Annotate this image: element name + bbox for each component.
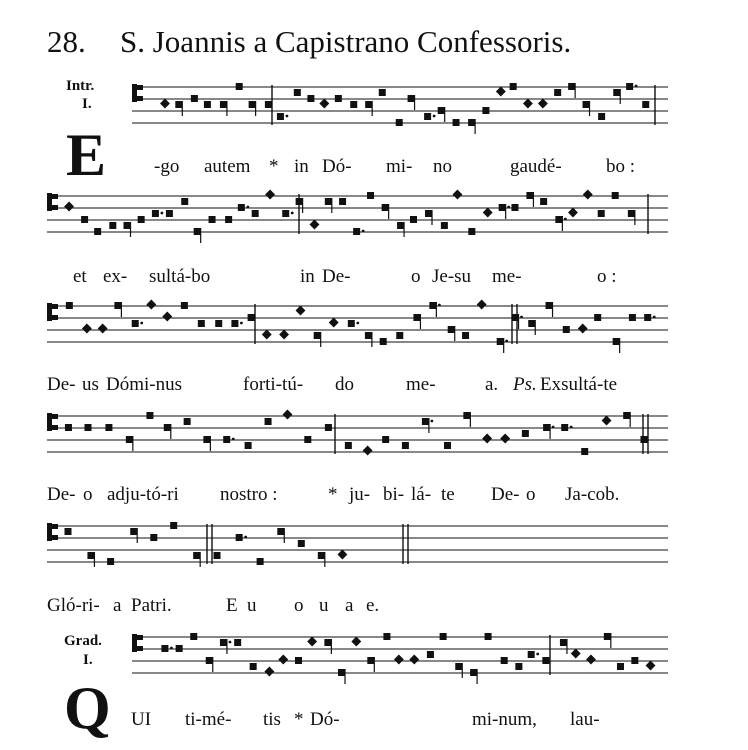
neume-punctum (463, 412, 470, 419)
neume-dot (653, 316, 656, 319)
gradual-initial: Q (64, 675, 111, 741)
clef (52, 194, 58, 199)
neume-punctum (206, 657, 213, 664)
euouae-syllable: u (247, 595, 257, 616)
neume-punctum (257, 558, 264, 565)
syllable: sultá-bo (149, 266, 211, 287)
neume-punctum (214, 552, 221, 559)
neume-punctum (249, 101, 256, 108)
neume-punctum (318, 552, 325, 559)
neume-punctum (265, 418, 272, 425)
neume-rhombus (262, 330, 272, 340)
euouae-syllable: a (345, 595, 354, 616)
neume-punctum (644, 314, 651, 321)
neume-dot (229, 641, 232, 644)
neume-punctum (350, 101, 357, 108)
neume-punctum (598, 210, 605, 217)
chant-title: S. Joannis a Capistrano Confessoris. (120, 24, 572, 59)
clef (47, 413, 52, 431)
neume-dot (356, 322, 359, 325)
syllable: mi- (386, 156, 413, 177)
neume-punctum (382, 436, 389, 443)
neume-punctum (367, 192, 374, 199)
neume-punctum (209, 216, 216, 223)
neume-rhombus (646, 661, 656, 671)
neume-punctum (204, 101, 211, 108)
introit-mode: I. (82, 96, 92, 112)
neume-punctum (238, 204, 245, 211)
clef (132, 84, 137, 102)
neume-dot (286, 115, 289, 118)
neume-punctum (324, 639, 331, 646)
syllable: Patri. (131, 595, 172, 616)
neume-rhombus (586, 655, 596, 665)
neume-rhombus (162, 312, 172, 322)
syllable: autem (204, 156, 251, 177)
neume-dot (552, 426, 555, 429)
syllable: bi- (383, 484, 405, 505)
neume-punctum (298, 540, 305, 547)
neume-rhombus (409, 655, 419, 665)
neume-punctum (225, 216, 232, 223)
neume-dot (161, 212, 164, 215)
euouae-syllable: u (319, 595, 329, 616)
neume-punctum (485, 633, 492, 640)
neume-punctum (164, 424, 171, 431)
neume-punctum (441, 222, 448, 229)
neume-rhombus (453, 190, 463, 200)
neume-rhombus (264, 667, 274, 677)
neume-punctum (429, 302, 436, 309)
syllable: o : (597, 266, 617, 287)
neume-punctum (444, 442, 451, 449)
neume-rhombus (146, 300, 156, 310)
neume-rhombus (319, 99, 329, 109)
neume-punctum (626, 83, 633, 90)
neume-punctum (501, 657, 508, 664)
syllable: a (113, 595, 122, 616)
clef (52, 535, 58, 540)
neume-punctum (245, 442, 252, 449)
neume-rhombus (98, 324, 108, 334)
neume-punctum (563, 326, 570, 333)
neume-rhombus (351, 637, 361, 647)
syllable: nostro : (220, 484, 278, 505)
neume-punctum (482, 107, 489, 114)
neume-punctum (126, 436, 133, 443)
neume-punctum (422, 418, 429, 425)
syllable: mi-num, (472, 709, 537, 730)
neume-rhombus (568, 208, 578, 218)
syllable: Gló-ri- (47, 595, 100, 616)
euouae-syllable: o (294, 595, 304, 616)
neume-rhombus (394, 655, 404, 665)
neume-punctum (132, 320, 139, 327)
neume-dot (507, 206, 510, 209)
neume-rhombus (496, 87, 506, 97)
syllable: De- (47, 484, 76, 505)
clef (137, 635, 143, 640)
neume-punctum (510, 83, 517, 90)
neume-punctum (623, 412, 630, 419)
neume-punctum (314, 332, 321, 339)
neume-punctum (542, 657, 549, 664)
syllable: tis (263, 709, 281, 730)
neume-punctum (81, 216, 88, 223)
neume-punctum (380, 338, 387, 345)
neume-punctum (66, 302, 73, 309)
neume-punctum (87, 552, 94, 559)
neume-punctum (248, 314, 255, 321)
neume-punctum (114, 302, 121, 309)
syllable: ti-mé- (185, 709, 232, 730)
neume-punctum (515, 663, 522, 670)
neume-punctum (367, 657, 374, 664)
neume-punctum (568, 83, 575, 90)
neume-dot (505, 340, 508, 343)
syllable: De- (491, 484, 520, 505)
neume-punctum (604, 633, 611, 640)
neume-punctum (65, 424, 72, 431)
introit-label: Intr. (66, 78, 95, 94)
neume-punctum (220, 101, 227, 108)
clef (47, 303, 52, 321)
syllable: gaudé- (510, 156, 562, 177)
clef (52, 425, 58, 430)
neume-dot (635, 85, 638, 88)
gradual-label: Grad. (64, 633, 102, 649)
syllable: ex- (103, 266, 128, 287)
neume-punctum (348, 320, 355, 327)
clef (137, 96, 143, 101)
neume-punctum (455, 663, 462, 670)
neume-punctum (325, 424, 332, 431)
syllable: us (82, 374, 99, 395)
neume-dot (362, 230, 365, 233)
neume-punctum (198, 320, 205, 327)
neume-punctum (462, 332, 469, 339)
syllable: lau- (570, 709, 600, 730)
neume-punctum (294, 89, 301, 96)
syllable: Ja-cob. (565, 484, 620, 505)
syllable: adju-tó-ri (107, 484, 179, 505)
neume-punctum (613, 338, 620, 345)
neume-punctum (250, 663, 257, 670)
neume-punctum (138, 216, 145, 223)
syllable: De- (47, 374, 76, 395)
neume-punctum (265, 101, 272, 108)
neume-punctum (642, 101, 649, 108)
neume-punctum (150, 534, 157, 541)
neume-punctum (109, 222, 116, 229)
neume-rhombus (538, 99, 548, 109)
neume-punctum (365, 101, 372, 108)
neume-rhombus (307, 637, 317, 647)
neume-punctum (640, 436, 647, 443)
introit-initial: E (66, 122, 107, 188)
syllable: De- (322, 266, 351, 287)
neume-punctum (94, 228, 101, 235)
clef (52, 315, 58, 320)
neume-punctum (497, 338, 504, 345)
neume-punctum (546, 302, 553, 309)
neume-punctum (581, 448, 588, 455)
neume-punctum (628, 210, 635, 217)
syllable: o (526, 484, 536, 505)
neume-rhombus (279, 330, 289, 340)
neume-punctum (338, 669, 345, 676)
syllable: et (73, 266, 87, 287)
neume-punctum (107, 558, 114, 565)
neume-punctum (617, 663, 624, 670)
neume-rhombus (523, 99, 533, 109)
syllable: Dó- (310, 709, 340, 730)
neume-punctum (511, 204, 518, 211)
neume-punctum (397, 222, 404, 229)
clef (52, 414, 58, 419)
neume-rhombus (296, 306, 306, 316)
neume-rhombus (278, 655, 288, 665)
neume-dot (438, 304, 441, 307)
neume-punctum (555, 216, 562, 223)
neume-punctum (84, 424, 91, 431)
neume-punctum (223, 436, 230, 443)
psalm-marker: Ps. (513, 374, 537, 395)
neume-punctum (345, 442, 352, 449)
neume-punctum (130, 528, 137, 535)
neume-punctum (453, 119, 460, 126)
neume-dot (433, 115, 436, 118)
neume-punctum (252, 210, 259, 217)
neume-punctum (598, 113, 605, 120)
neume-punctum (526, 192, 533, 199)
neume-punctum (220, 639, 227, 646)
neume-punctum (194, 228, 201, 235)
neume-dot (570, 426, 573, 429)
neume-punctum (146, 412, 153, 419)
neume-punctum (561, 424, 568, 431)
neume-dot (520, 316, 523, 319)
neume-punctum (413, 314, 420, 321)
neume-punctum (105, 424, 112, 431)
syllable: me- (492, 266, 522, 287)
syllable: * (328, 484, 338, 505)
neume-rhombus (583, 190, 593, 200)
clef (137, 85, 143, 90)
neume-rhombus (283, 410, 293, 420)
neume-dot (244, 536, 247, 539)
neume-punctum (191, 95, 198, 102)
neume-punctum (161, 645, 168, 652)
neume-punctum (124, 222, 131, 229)
neume-punctum (499, 204, 506, 211)
neume-punctum (410, 216, 417, 223)
neume-dot (536, 653, 539, 656)
neume-rhombus (310, 220, 320, 230)
neume-punctum (470, 669, 477, 676)
neume-rhombus (578, 324, 588, 334)
neume-punctum (528, 651, 535, 658)
neume-rhombus (329, 318, 339, 328)
neume-punctum (307, 95, 314, 102)
neume-punctum (365, 332, 372, 339)
neume-rhombus (571, 649, 581, 659)
neume-punctum (65, 528, 72, 535)
neume-rhombus (82, 324, 92, 334)
neume-punctum (629, 314, 636, 321)
syllable: Dó- (322, 156, 352, 177)
neume-punctum (176, 645, 183, 652)
neume-punctum (631, 657, 638, 664)
neume-punctum (277, 113, 284, 120)
syllable: Dómi-nus (106, 374, 182, 395)
neume-dot (430, 420, 433, 423)
neume-punctum (304, 436, 311, 443)
neume-rhombus (160, 99, 170, 109)
neume-punctum (231, 320, 238, 327)
neume-punctum (236, 534, 243, 541)
neume-punctum (468, 119, 475, 126)
neume-punctum (203, 436, 210, 443)
neume-punctum (190, 633, 197, 640)
neume-punctum (339, 198, 346, 205)
syllable: no (433, 156, 452, 177)
neume-punctum (193, 552, 200, 559)
neume-punctum (335, 95, 342, 102)
clef (52, 304, 58, 309)
syllable: ju- (349, 484, 371, 505)
neume-punctum (325, 198, 332, 205)
neume-punctum (594, 314, 601, 321)
neume-punctum (282, 210, 289, 217)
neume-punctum (181, 198, 188, 205)
clef (47, 523, 52, 541)
neume-dot (232, 438, 235, 441)
chant-number: 28. (47, 24, 86, 59)
neume-dot (140, 322, 143, 325)
neume-rhombus (265, 190, 275, 200)
neume-punctum (612, 192, 619, 199)
syllable: a. (485, 374, 499, 395)
neume-punctum (402, 442, 409, 449)
neume-punctum (166, 210, 173, 217)
gradual-mode: I. (83, 652, 93, 668)
clef (52, 524, 58, 529)
syllable: lá- (411, 484, 432, 505)
syllable: forti-tú- (243, 374, 304, 395)
syllable: Je-su (432, 266, 472, 287)
neume-punctum (613, 89, 620, 96)
neume-rhombus (482, 434, 492, 444)
neume-punctum (560, 639, 567, 646)
neume-punctum (440, 633, 447, 640)
neume-dot (246, 206, 249, 209)
syllable: in (294, 156, 309, 177)
syllable: in (300, 266, 315, 287)
neume-punctum (181, 302, 188, 309)
neume-dot (170, 647, 173, 650)
syllable: -go (154, 156, 180, 177)
neume-punctum (170, 522, 177, 529)
syllable: UI (131, 709, 152, 730)
neume-punctum (295, 657, 302, 664)
neume-punctum (425, 210, 432, 217)
neume-punctum (353, 228, 360, 235)
clef (47, 193, 52, 211)
syllable: o (411, 266, 421, 287)
neume-punctum (379, 89, 386, 96)
clef (137, 646, 143, 651)
neume-punctum (438, 107, 445, 114)
neume-punctum (215, 320, 222, 327)
neume-punctum (396, 119, 403, 126)
neume-punctum (152, 210, 159, 217)
neume-dot (291, 212, 294, 215)
neume-punctum (383, 633, 390, 640)
neume-rhombus (500, 434, 510, 444)
syllable: * (294, 709, 304, 730)
neume-dot (240, 322, 243, 325)
neume-punctum (175, 101, 182, 108)
clef (132, 634, 137, 652)
neume-rhombus (602, 416, 612, 426)
neume-dot (564, 218, 567, 221)
neume-punctum (396, 332, 403, 339)
neume-punctum (543, 424, 550, 431)
neume-punctum (554, 89, 561, 96)
syllable: bo : (606, 156, 636, 177)
syllable: o (83, 484, 93, 505)
syllable: me- (406, 374, 436, 395)
neume-rhombus (337, 550, 347, 560)
euouae-syllable: e. (366, 595, 380, 616)
neume-punctum (522, 430, 529, 437)
neume-punctum (277, 528, 284, 535)
clef (52, 205, 58, 210)
syllable: Exsultá-te (540, 374, 618, 395)
neume-punctum (424, 113, 431, 120)
neume-rhombus (64, 202, 74, 212)
neume-rhombus (363, 446, 373, 456)
euouae-syllable: E (226, 595, 238, 616)
neume-rhombus (477, 300, 487, 310)
neume-punctum (236, 83, 243, 90)
neume-punctum (382, 204, 389, 211)
neume-punctum (184, 418, 191, 425)
neume-punctum (540, 198, 547, 205)
syllable: do (335, 374, 354, 395)
neume-punctum (583, 101, 590, 108)
neume-punctum (408, 95, 415, 102)
neume-punctum (528, 320, 535, 327)
neume-punctum (234, 639, 241, 646)
neume-rhombus (483, 208, 493, 218)
syllable: te (441, 484, 455, 505)
neume-punctum (468, 228, 475, 235)
neume-punctum (448, 326, 455, 333)
neume-punctum (427, 651, 434, 658)
syllable: * (269, 156, 279, 177)
